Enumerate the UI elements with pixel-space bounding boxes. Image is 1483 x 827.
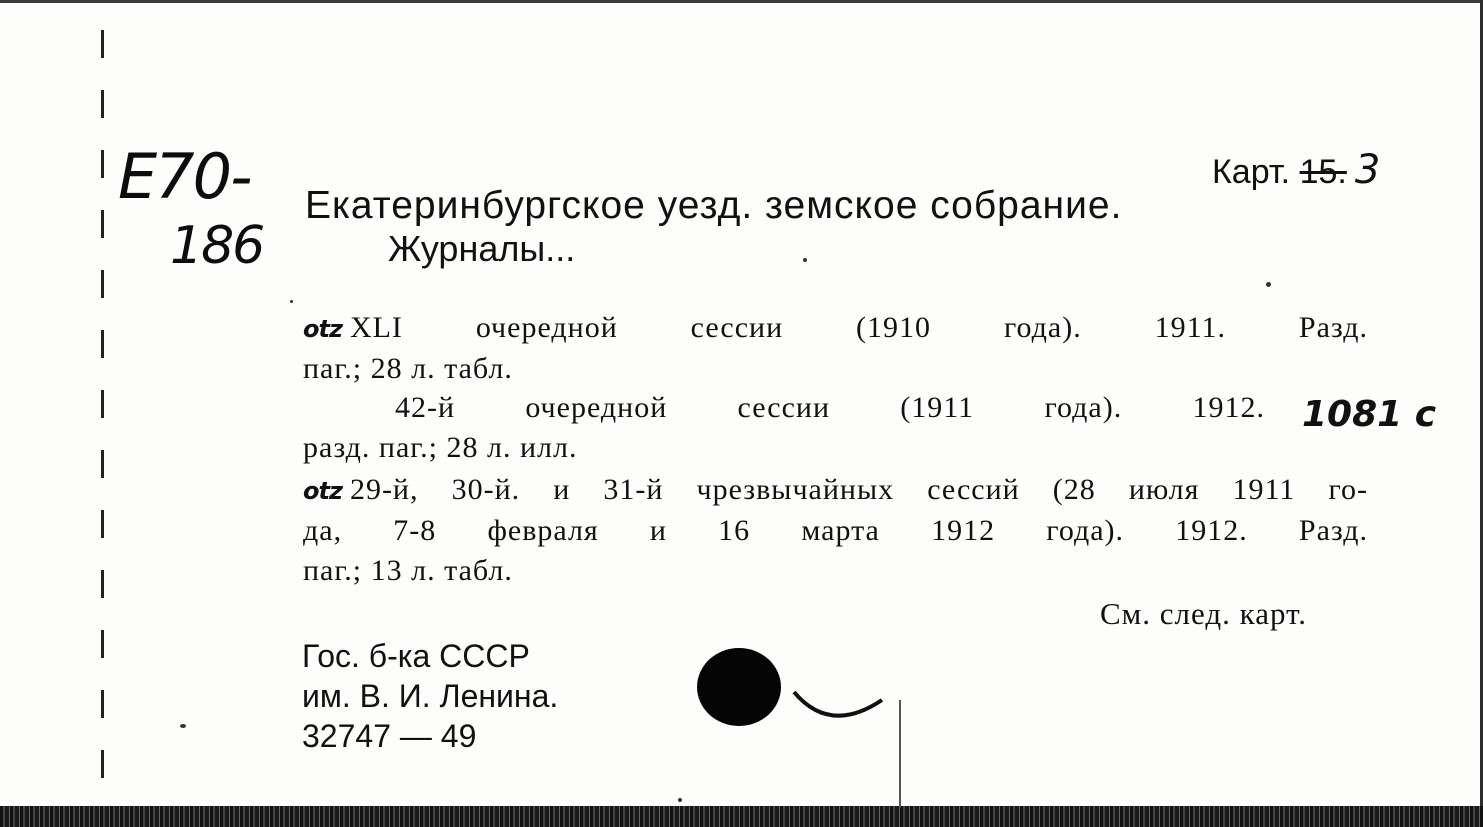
entry-3-line-1 xyxy=(303,470,1368,511)
speck xyxy=(290,300,293,303)
card-bottom-edge xyxy=(0,806,1483,827)
hole-arc-mark xyxy=(790,680,890,730)
card-number-prefix: Карт. xyxy=(1212,153,1291,191)
entry-3-line-3: паг.; 13 л. табл. xyxy=(303,554,513,587)
entry-3-line-2: да, 7-8 февраля и 16 марта 1912 года). 1912. Разд. xyxy=(303,514,1368,547)
card-heading: Екатеринбургское уезд. земское собрание. xyxy=(305,184,1123,227)
shelf-mark-line-1: E70- xyxy=(118,140,251,213)
punch-hole xyxy=(697,648,781,726)
library-imprint xyxy=(302,636,558,756)
entry-2 xyxy=(303,388,1368,468)
entry-3 xyxy=(303,470,1368,591)
handwritten-number: 1081 с xyxy=(1302,394,1437,435)
card-number xyxy=(1212,147,1380,193)
entry-2-line-2: разд. паг.; 28 л. илл. xyxy=(303,431,578,464)
speck xyxy=(1266,282,1271,287)
card-number-handwritten: 3 xyxy=(1354,147,1381,193)
card-top-edge xyxy=(0,0,1483,3)
entry-1-mark: otz xyxy=(303,315,342,343)
shelf-mark xyxy=(118,140,288,280)
speck xyxy=(803,258,807,262)
entry-3-mark: otz xyxy=(303,477,342,505)
imprint-line-3: 32747 — 49 xyxy=(302,718,477,754)
imprint-line-1: Гос. б-ка СССР xyxy=(302,638,530,674)
entry-1-line-1 xyxy=(303,308,1368,349)
entry-2-line-1: 42-й очередной сессии (1911 года). 1912. xyxy=(395,391,1265,424)
imprint-line-2: им. В. И. Ленина. xyxy=(302,678,559,714)
speck xyxy=(678,798,682,802)
entry-3-line-1-text: 29-й, 30-й. и 31-й чрезвычайных сессий (28 июля 1911 го- xyxy=(349,473,1368,506)
entry-1-line-2: паг.; 28 л. табл. xyxy=(303,352,513,385)
card-left-margin-marks xyxy=(101,30,104,790)
speck xyxy=(180,724,186,728)
entry-1 xyxy=(303,308,1368,389)
see-next-card: См. след. карт. xyxy=(1100,596,1308,631)
card-number-struck: 15. xyxy=(1299,153,1347,191)
entry-1-line-1-text: XLI очередной сессии (1910 года). 1911. Разд. xyxy=(349,311,1368,344)
shelf-mark-line-2: 186 xyxy=(170,216,264,276)
card-subheading: Журналы... xyxy=(388,228,576,269)
card-crease-line xyxy=(899,700,901,808)
